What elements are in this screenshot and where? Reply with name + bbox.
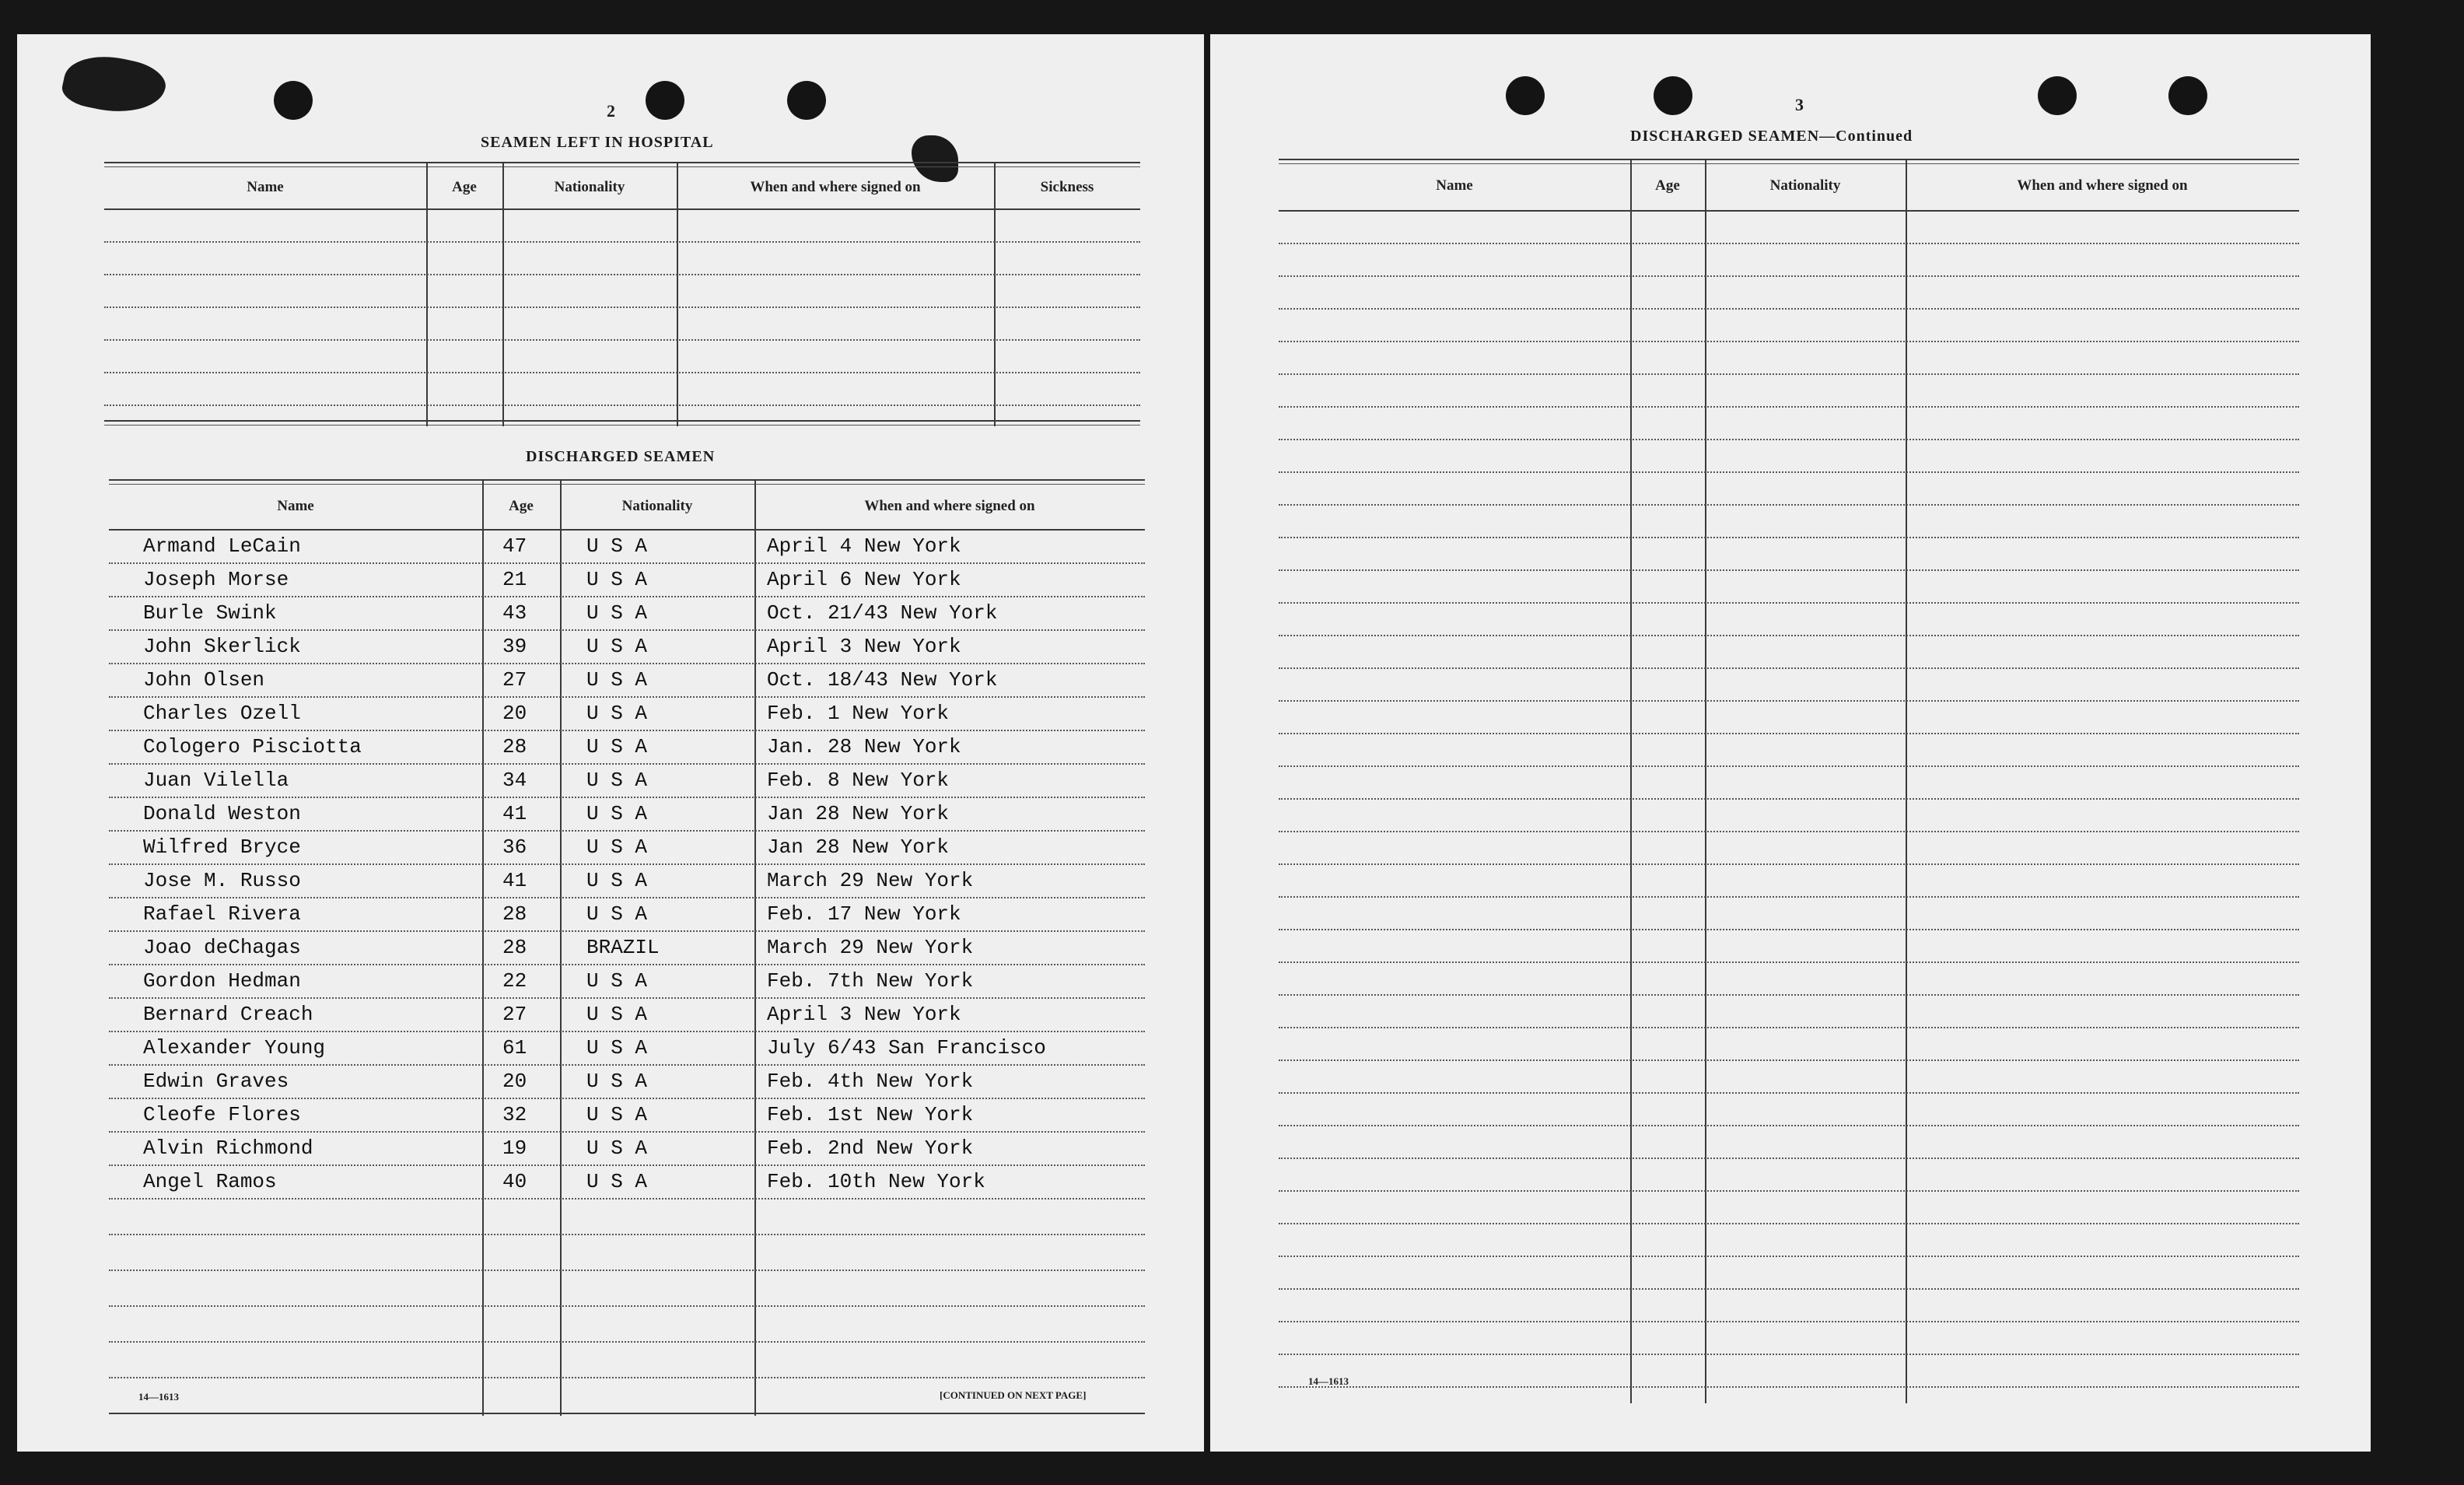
column-header-sickness: Sickness: [1040, 179, 1094, 195]
empty-row: [1279, 1354, 2299, 1388]
empty-row: [1279, 406, 2299, 440]
punch-hole: [274, 81, 313, 120]
empty-row: [1279, 798, 2299, 832]
discharged-continued-table: [1279, 159, 2299, 1403]
discharged-table: [109, 479, 1145, 1416]
column-header-name: Name: [247, 179, 284, 195]
empty-row: [109, 1234, 1145, 1271]
cell-signed-on: Feb. 7th New York: [767, 969, 974, 993]
continued-note: [CONTINUED ON NEXT PAGE]: [940, 1389, 1087, 1401]
cell-nationality: U S A: [586, 835, 648, 859]
empty-row: [1279, 1092, 2299, 1126]
empty-row: [1279, 863, 2299, 898]
cell-nationality: U S A: [586, 869, 648, 892]
cell-signed-on: Feb. 4th New York: [767, 1070, 974, 1093]
cell-nationality: U S A: [586, 534, 648, 558]
cell-name: Joao deChagas: [143, 936, 301, 959]
cell-nationality: U S A: [586, 702, 648, 725]
cell-age: 40: [502, 1170, 527, 1193]
cell-age: 47: [502, 534, 527, 558]
column-header-signed-on: When and where signed on: [2017, 177, 2188, 194]
form-number: 14—1613: [138, 1391, 179, 1403]
empty-row: [1279, 733, 2299, 767]
cell-age: 34: [502, 769, 527, 792]
table-row: [109, 1131, 1145, 1166]
hospital-title: SEAMEN LEFT IN HOSPITAL: [481, 134, 714, 151]
empty-row: [109, 1305, 1145, 1343]
cell-name: Rafael Rivera: [143, 902, 301, 926]
right-page: [1210, 34, 2371, 1452]
empty-row: [104, 274, 1140, 308]
table-row: [109, 930, 1145, 965]
empty-row: [1279, 569, 2299, 604]
cell-nationality: U S A: [586, 668, 648, 692]
empty-row: [104, 306, 1140, 341]
table-row: [109, 763, 1145, 798]
cell-age: 41: [502, 802, 527, 825]
cell-age: 61: [502, 1036, 527, 1059]
table-row: [109, 1165, 1145, 1200]
cell-signed-on: April 3 New York: [767, 1003, 961, 1026]
empty-row: [1279, 1321, 2299, 1355]
column-header-name: Name: [277, 498, 314, 514]
cell-nationality: U S A: [586, 1070, 648, 1093]
cell-signed-on: Jan 28 New York: [767, 835, 950, 859]
cell-signed-on: Jan 28 New York: [767, 802, 950, 825]
cell-nationality: U S A: [586, 1003, 648, 1026]
empty-row: [104, 372, 1140, 406]
cell-age: 20: [502, 1070, 527, 1093]
page-number: 2: [607, 101, 615, 121]
cell-nationality: U S A: [586, 969, 648, 993]
cell-signed-on: Feb. 8 New York: [767, 769, 950, 792]
cell-signed-on: April 4 New York: [767, 534, 961, 558]
column-header-signed-on: When and where signed on: [864, 498, 1035, 514]
punch-hole: [1506, 76, 1545, 115]
empty-row: [1279, 373, 2299, 408]
cell-signed-on: Feb. 1 New York: [767, 702, 950, 725]
cell-nationality: BRAZIL: [586, 936, 660, 959]
column-header-age: Age: [509, 498, 534, 514]
cell-age: 21: [502, 568, 527, 591]
cell-age: 28: [502, 902, 527, 926]
empty-row: [109, 1198, 1145, 1235]
cell-signed-on: Jan. 28 New York: [767, 735, 961, 758]
cell-nationality: U S A: [586, 1170, 648, 1193]
cell-signed-on: March 29 New York: [767, 936, 974, 959]
cell-name: Armand LeCain: [143, 534, 301, 558]
table-row: [109, 797, 1145, 832]
empty-row: [1279, 243, 2299, 277]
punch-hole: [2168, 76, 2207, 115]
table-row: [109, 1064, 1145, 1099]
empty-row: [1279, 308, 2299, 342]
table-row: [109, 663, 1145, 698]
cell-nationality: U S A: [586, 1103, 648, 1126]
cell-age: 28: [502, 936, 527, 959]
cell-nationality: U S A: [586, 1036, 648, 1059]
cell-name: Juan Vilella: [143, 769, 289, 792]
empty-row: [1279, 1125, 2299, 1159]
cell-signed-on: Oct. 21/43 New York: [767, 601, 998, 625]
empty-row: [1279, 831, 2299, 865]
empty-row: [1279, 1059, 2299, 1094]
cell-nationality: U S A: [586, 902, 648, 926]
page-number: 3: [1795, 95, 1804, 114]
table-row: [109, 562, 1145, 597]
column-header-age: Age: [1655, 177, 1680, 194]
empty-row: [1279, 994, 2299, 1028]
empty-row: [104, 241, 1140, 275]
empty-row: [1279, 275, 2299, 310]
cell-age: 36: [502, 835, 527, 859]
table-row: [109, 696, 1145, 731]
cell-signed-on: Feb. 17 New York: [767, 902, 961, 926]
empty-row: [1279, 896, 2299, 930]
punch-hole: [2038, 76, 2077, 115]
empty-row: [1279, 210, 2299, 244]
cell-name: John Olsen: [143, 668, 265, 692]
cell-age: 27: [502, 1003, 527, 1026]
cell-age: 39: [502, 635, 527, 658]
hospital-table: [104, 162, 1140, 426]
empty-row: [1279, 439, 2299, 473]
cell-name: Cleofe Flores: [143, 1103, 301, 1126]
table-row: [109, 830, 1145, 865]
left-page: [17, 34, 1204, 1452]
cell-nationality: U S A: [586, 601, 648, 625]
cell-nationality: U S A: [586, 1137, 648, 1160]
empty-row: [1279, 1027, 2299, 1061]
cell-name: John Skerlick: [143, 635, 301, 658]
cell-age: 19: [502, 1137, 527, 1160]
empty-row: [109, 1270, 1145, 1307]
cell-age: 28: [502, 735, 527, 758]
cell-signed-on: Oct. 18/43 New York: [767, 668, 998, 692]
cell-signed-on: July 6/43 San Francisco: [767, 1036, 1046, 1059]
cell-signed-on: April 3 New York: [767, 635, 961, 658]
cell-name: Wilfred Bryce: [143, 835, 301, 859]
cell-age: 20: [502, 702, 527, 725]
cell-name: Burle Swink: [143, 601, 277, 625]
empty-row: [1279, 1223, 2299, 1257]
discharged-title: DISCHARGED SEAMEN: [526, 448, 716, 465]
table-row: [109, 730, 1145, 765]
table-row: [109, 529, 1145, 564]
cell-age: 32: [502, 1103, 527, 1126]
empty-row: [1279, 1256, 2299, 1290]
empty-row: [1279, 635, 2299, 669]
empty-row: [1279, 341, 2299, 375]
cell-age: 27: [502, 668, 527, 692]
cell-name: Donald Weston: [143, 802, 301, 825]
empty-row: [109, 1341, 1145, 1378]
cell-name: Angel Ramos: [143, 1170, 277, 1193]
cell-name: Edwin Graves: [143, 1070, 289, 1093]
cell-name: Joseph Morse: [143, 568, 289, 591]
empty-row: [1279, 961, 2299, 996]
empty-row: [1279, 1190, 2299, 1224]
cell-name: Gordon Hedman: [143, 969, 301, 993]
cell-signed-on: April 6 New York: [767, 568, 961, 591]
cell-name: Bernard Creach: [143, 1003, 313, 1026]
cell-age: 43: [502, 601, 527, 625]
empty-row: [1279, 1158, 2299, 1192]
empty-row: [104, 339, 1140, 373]
empty-row: [1279, 929, 2299, 963]
cell-age: 41: [502, 869, 527, 892]
column-header-name: Name: [1436, 177, 1473, 194]
table-row: [109, 863, 1145, 898]
cell-nationality: U S A: [586, 568, 648, 591]
punch-hole: [787, 81, 826, 120]
column-header-nationality: Nationality: [621, 498, 693, 514]
cell-signed-on: Feb. 1st New York: [767, 1103, 974, 1126]
cell-name: Jose M. Russo: [143, 869, 301, 892]
cell-nationality: U S A: [586, 769, 648, 792]
empty-row: [1279, 667, 2299, 702]
empty-row: [1279, 537, 2299, 571]
empty-row: [104, 208, 1140, 243]
cell-name: Alvin Richmond: [143, 1137, 313, 1160]
column-header-age: Age: [452, 179, 477, 195]
punch-hole: [1654, 76, 1692, 115]
punch-hole: [646, 81, 684, 120]
column-header-nationality: Nationality: [554, 179, 625, 195]
table-row: [109, 629, 1145, 664]
cell-signed-on: Feb. 2nd New York: [767, 1137, 974, 1160]
empty-row: [1279, 602, 2299, 636]
cell-nationality: U S A: [586, 735, 648, 758]
column-header-signed-on: When and where signed on: [750, 179, 921, 195]
column-header-nationality: Nationality: [1769, 177, 1841, 194]
cell-nationality: U S A: [586, 635, 648, 658]
table-row: [109, 1031, 1145, 1066]
empty-row: [1279, 765, 2299, 800]
empty-row: [1279, 1288, 2299, 1322]
table-row: [109, 964, 1145, 999]
form-number: 14—1613: [1308, 1375, 1349, 1387]
torn-corner: [59, 47, 170, 121]
cell-name: Cologero Pisciotta: [143, 735, 362, 758]
table-row: [109, 596, 1145, 631]
empty-row: [1279, 504, 2299, 538]
cell-signed-on: March 29 New York: [767, 869, 974, 892]
cell-signed-on: Feb. 10th New York: [767, 1170, 985, 1193]
table-row: [109, 1098, 1145, 1133]
table-row: [109, 897, 1145, 932]
cell-name: Charles Ozell: [143, 702, 301, 725]
empty-row: [1279, 700, 2299, 734]
cell-age: 22: [502, 969, 527, 993]
table-row: [109, 997, 1145, 1032]
cell-nationality: U S A: [586, 802, 648, 825]
empty-row: [1279, 471, 2299, 506]
cell-name: Alexander Young: [143, 1036, 326, 1059]
discharged-continued-title: DISCHARGED SEAMEN—Continued: [1630, 128, 1913, 145]
